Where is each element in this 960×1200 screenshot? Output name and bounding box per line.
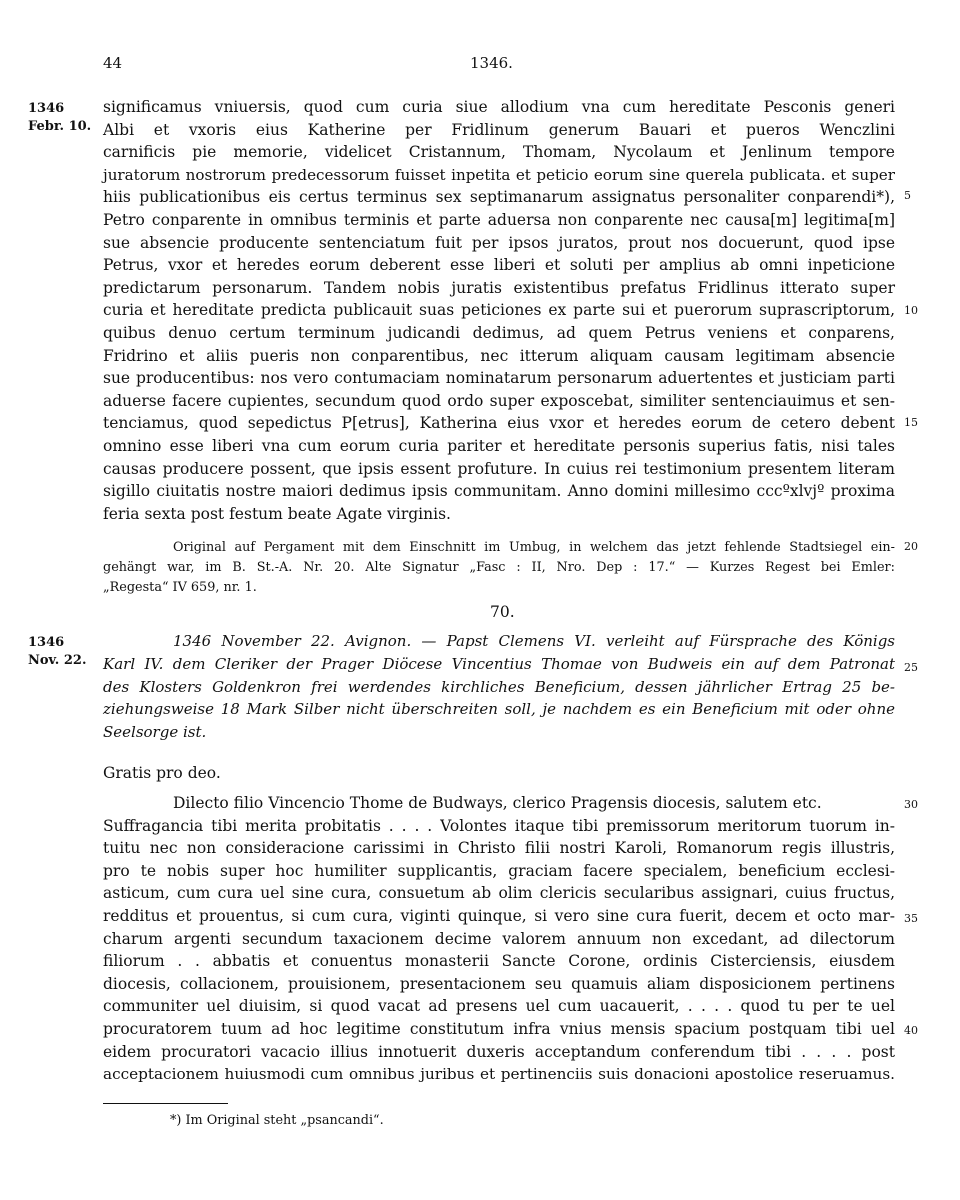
document-number: 70. bbox=[490, 603, 515, 621]
margin-date-day: Febr. 10. bbox=[28, 119, 92, 134]
regest-line: ziehungsweise 18 Mark Silber nicht überschreiten soll, je nachdem es ein Beneficium mit oder ohne bbox=[103, 700, 895, 719]
text-line: Suffragancia tibi merita probitatis . . . . Volontes itaque tibi premissorum meritorum tuorum in- bbox=[103, 816, 895, 835]
line-number-10: 10 bbox=[904, 304, 918, 317]
text-line: redditus et prouentus, si cum cura, viginti quinque, si vero sine cura fuerit, decem et octo mar- bbox=[103, 906, 895, 925]
page-header-year: 1346. bbox=[470, 54, 513, 72]
text-line: Fridrino et aliis pueris non conparentibus, nec itterum aliquam causam legitimam absencie bbox=[103, 346, 895, 365]
margin-date-year: 1346 bbox=[28, 635, 65, 650]
note-line: Original auf Pergament mit dem Einschnitt im Umbug, in welchem das jetzt fehlende Stadtsiegel ein- bbox=[173, 540, 895, 555]
text-line: sue absencie producente sentenciatum fuit per ipsos juratos, prout nos docuerunt, quod ipse bbox=[103, 233, 895, 252]
text-line: Petrus, vxor et heredes eorum deberent esse liberi et soluti per amplius ab omni inpeticione bbox=[103, 256, 895, 275]
charter-text bbox=[103, 96, 895, 525]
text-line: significamus vniuersis, quod cum curia siue allodium vna cum hereditate Pesconis generi bbox=[103, 98, 895, 116]
line-number-25: 25 bbox=[904, 661, 918, 674]
note-line: „Regesta“ IV 659, nr. 1. bbox=[103, 580, 257, 595]
text-line: pro te nobis super hoc humiliter supplicantis, graciam facere specialem, beneficium ecclesi- bbox=[103, 861, 895, 880]
gratis-line: Gratis pro deo. bbox=[103, 764, 221, 782]
text-line: curia et hereditate predicta publicauit suas peticiones ex parte sui et puerorum suprascriptorum, bbox=[103, 301, 895, 320]
page-number: 44 bbox=[103, 54, 123, 72]
margin-date-day: Nov. 22. bbox=[28, 653, 87, 668]
text-line: tenciamus, quod sepedictus P[etrus], Katherina eius vxor et heredes eorum de cetero debent bbox=[103, 414, 895, 433]
regest-summary bbox=[103, 630, 895, 744]
margin-date-1 bbox=[28, 100, 91, 136]
text-line: asticum, cum cura uel sine cura, consuetum ab olim clericis secularibus assignari, cuius fructus, bbox=[103, 884, 895, 903]
text-line: feria sexta post festum beate Agate virginis. bbox=[103, 504, 451, 523]
line-number-40: 40 bbox=[904, 1024, 918, 1037]
regest-line: 1346 November 22. Avignon. — Papst Clemens VI. verleiht auf Fürsprache des Königs bbox=[173, 632, 895, 650]
text-line: communiter uel diuisim, si quod vacat ad presens uel cum uacauerit, . . . . quod tu per te uel bbox=[103, 997, 895, 1016]
footnote-rule bbox=[103, 1103, 228, 1104]
text-line: Petro conparente in omnibus terminis et parte aduersa non conparente nec causa[m] legitima[m] bbox=[103, 210, 895, 229]
margin-date-2 bbox=[28, 634, 86, 670]
text-line: omnino esse liberi vna cum eorum curia pariter et hereditate personis superius fatis, nisi tales bbox=[103, 436, 895, 455]
regest-line: Seelsorge ist. bbox=[103, 723, 207, 742]
text-line: Dilecto filio Vincencio Thome de Budways, clerico Pragensis diocesis, salutem etc. bbox=[173, 794, 822, 812]
text-line: juratorum nostrorum predecessorum fuisset inpetita et peticio eorum sine querela publicata. et super bbox=[103, 165, 895, 184]
footnote: *) Im Original steht „psancandi“. bbox=[170, 1113, 384, 1128]
source-note bbox=[103, 538, 895, 598]
text-line: causas producere possent, que ipsis essent profuture. In cuius rei testimonium presentem literam bbox=[103, 459, 895, 478]
text-line: charum argenti secundum taxacionem decime valorem annuum non excedant, ad dilectorum bbox=[103, 929, 895, 948]
text-line: hiis publicationibus eis certus terminus sex septimanarum assignatus personaliter conparendi*), bbox=[103, 188, 895, 207]
regest-line: Karl IV. dem Cleriker der Prager Diöcese Vincentius Thomae von Budweis ein auf dem Patronat bbox=[103, 654, 895, 673]
text-line: Albi et vxoris eius Katherine per Fridlinum generum Bauari et pueros Wenczlini bbox=[103, 120, 895, 139]
line-number-30: 30 bbox=[904, 798, 918, 811]
note-line: gehängt war, im B. St.-A. Nr. 20. Alte Signatur „Fasc : II, Nro. Dep : 17.“ — Kurzes Regest bei Emler: bbox=[103, 560, 895, 575]
text-line: carnificis pie memorie, videlicet Cristannum, Thomam, Nycolaum et Jenlinum tempore bbox=[103, 143, 895, 162]
text-line: sigillo ciuitatis nostre maiori dedimus ipsis communitam. Anno domini millesimo cccºxlvjº proxima bbox=[103, 482, 895, 501]
text-line: procuratorem tuum ad hoc legitime constitutum infra vnius mensis spacium postquam tibi uel bbox=[103, 1019, 895, 1038]
line-number-5: 5 bbox=[904, 189, 911, 202]
margin-date-year: 1346 bbox=[28, 101, 65, 116]
text-line: acceptacionem huiusmodi cum omnibus juribus et pertinenciis suis donacioni apostolice reseruamus. bbox=[103, 1065, 895, 1084]
text-line: eidem procuratori vacacio illius innotuerit duxeris acceptandum conferendum tibi . . . . post bbox=[103, 1042, 895, 1061]
line-number-20: 20 bbox=[904, 540, 918, 553]
text-line: quibus denuo certum terminum judicandi dedimus, ad quem Petrus veniens et conparens, bbox=[103, 323, 895, 342]
regest-line: des Klosters Goldenkron frei werdendes kirchliches Beneficium, dessen jährlicher Ertrag 25 be- bbox=[103, 677, 895, 696]
text-line: filiorum . . abbatis et conuentus monasterii Sancte Corone, ordinis Cisterciensis, eiusdem bbox=[103, 952, 895, 971]
text-line: aduerse facere cupientes, secundum quod ordo super exposcebat, similiter sentenciauimus et sen- bbox=[103, 391, 895, 410]
text-line: tuitu nec non consideracione carissimi in Christo filii nostri Karoli, Romanorum regis illustris, bbox=[103, 839, 895, 858]
text-line: predictarum personarum. Tandem nobis juratis existentibus prefatus Fridlinus itterato super bbox=[103, 278, 895, 297]
line-number-15: 15 bbox=[904, 416, 918, 429]
text-line: sue producentibus: nos vero contumaciam nominatarum personarum aduertentes et justiciam parti bbox=[103, 369, 895, 388]
papal-letter-text bbox=[103, 792, 895, 1086]
line-number-35: 35 bbox=[904, 912, 918, 925]
text-line: diocesis, collacionem, prouisionem, presentacionem seu quamuis aliam disposicionem pertinens bbox=[103, 974, 895, 993]
